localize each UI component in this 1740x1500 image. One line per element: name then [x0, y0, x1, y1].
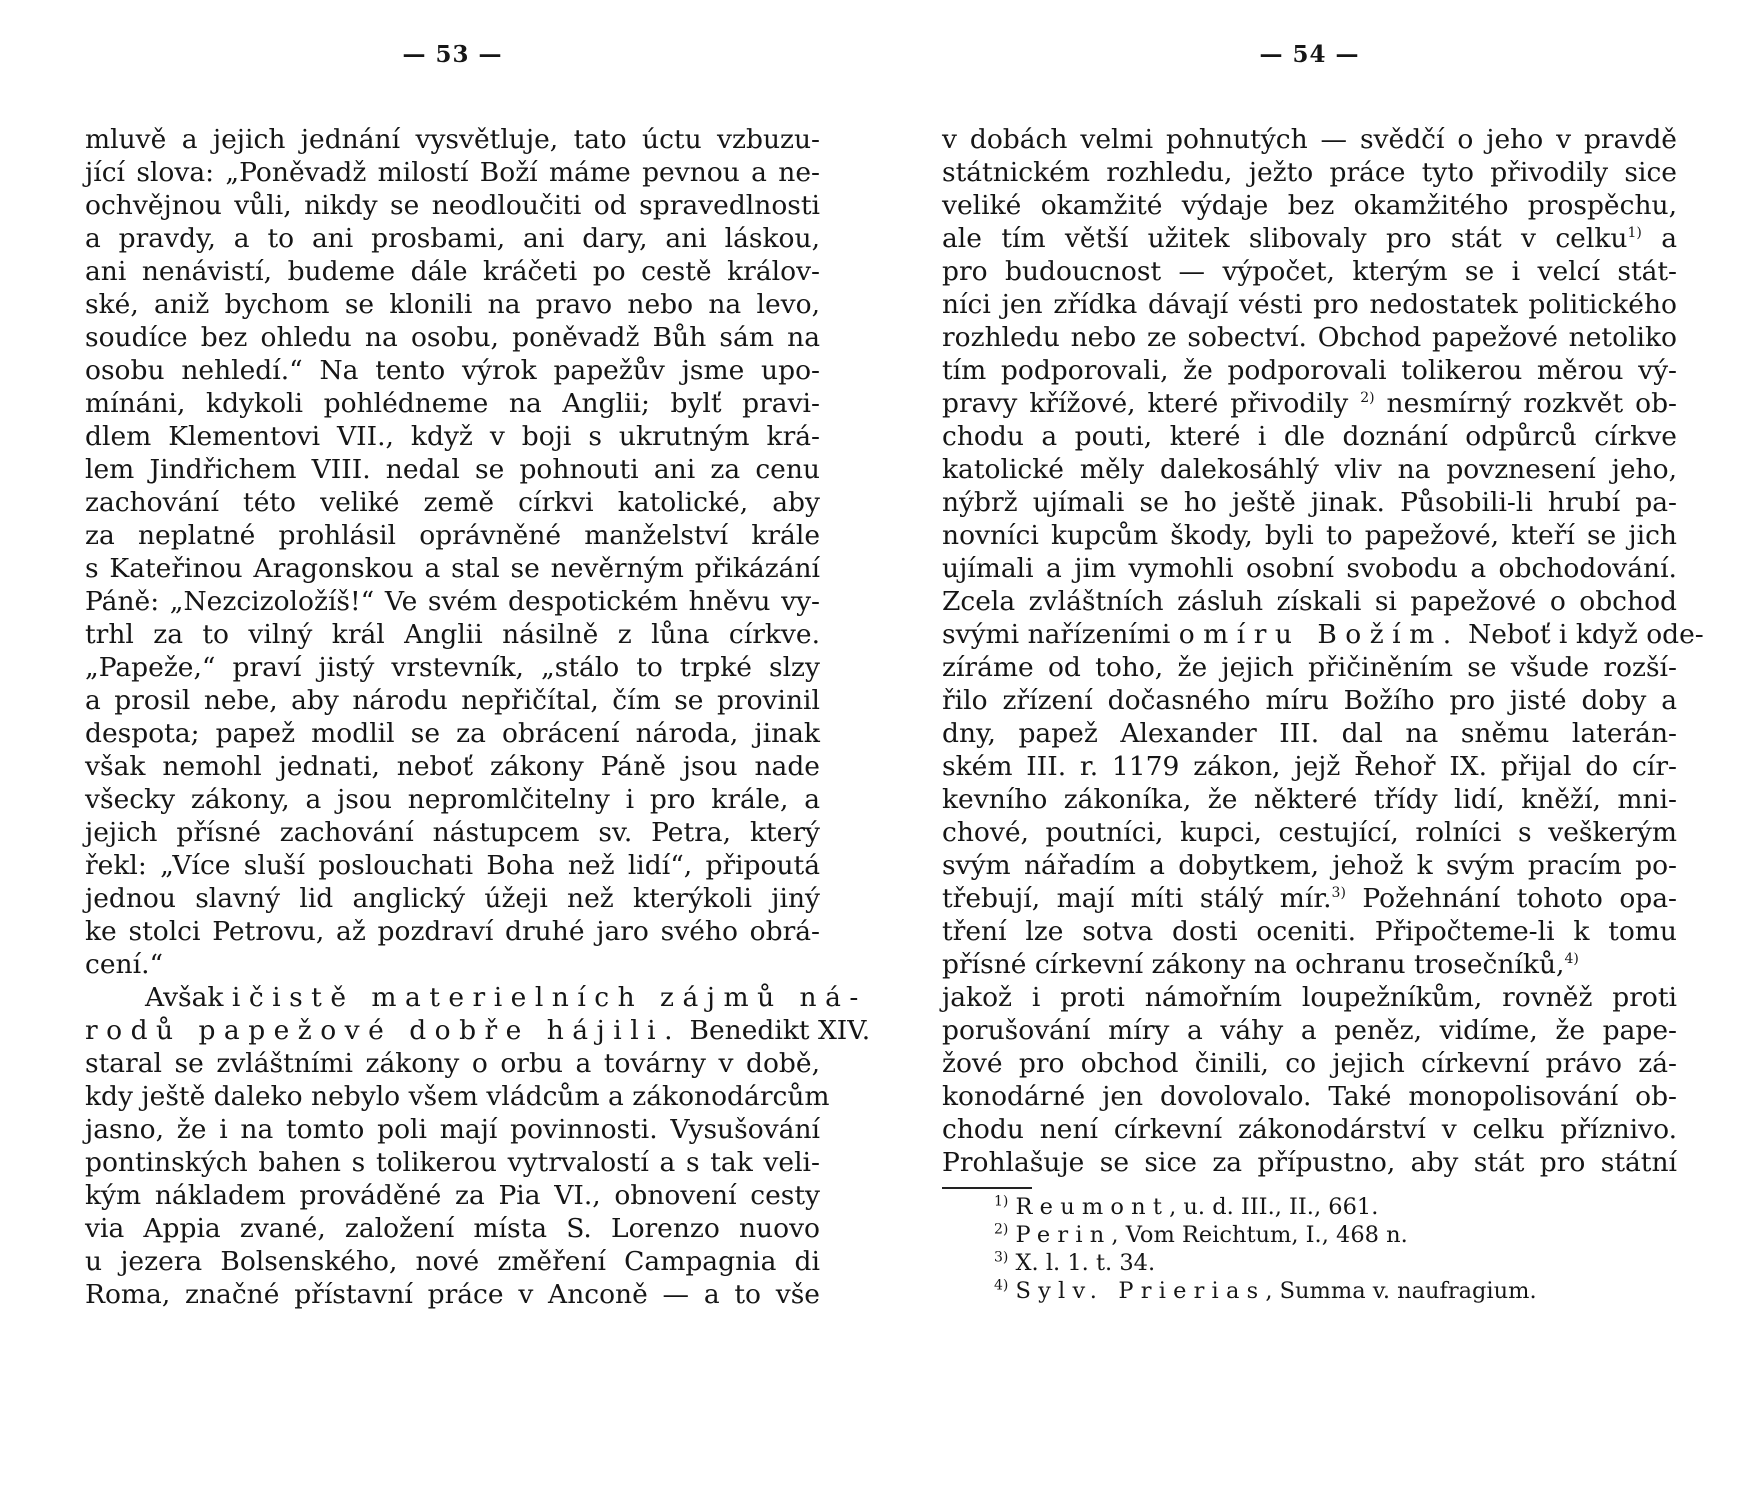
footnote-separator: [942, 1187, 1032, 1189]
text-line: řekl: „Více sluší poslouchati Boha než lidí“, připoutá: [85, 850, 820, 881]
text-line: v dobách velmi pohnutých — svědčí o jeho v pravdě: [942, 124, 1677, 155]
text-line: mluvě a jejich jednání vysvětluje, tato úctu vzbuzu-: [85, 124, 820, 155]
text-line: rozhledu nebo ze sobectví. Obchod papežové netoliko: [942, 322, 1677, 353]
text-line: jednou slavný lid anglický úžeji než kterýkoli jiný: [85, 883, 820, 914]
text-line: soudíce bez ohledu na osobu, poněvadž Bůh sám na: [85, 322, 820, 353]
footnote-ref: 2): [1360, 390, 1375, 407]
text-line: kým nákladem prováděné za Pia VI., obnovení cesty: [85, 1180, 820, 1211]
text-line: chodu a pouti, které i dle doznání odpůrců církve: [942, 421, 1677, 452]
text-line: všecky zákony, a jsou nepromlčitelny i pro krále, a: [85, 784, 820, 815]
footnote-author: Perin: [1015, 1222, 1112, 1248]
footnote: [942, 1221, 1677, 1249]
text-line: státnickém rozhledu, ježto práce tyto přivodily sice: [942, 157, 1677, 188]
footnote: [942, 1193, 1677, 1221]
text-line: kevního zákoníka, že některé třídy lidí, kněží, mni-: [942, 784, 1677, 815]
text-line: jejich přísné zachování nástupcem sv. Petra, který: [85, 817, 820, 848]
footnote-author: Sylv. Prierias: [1015, 1278, 1266, 1304]
footnote-author: Reumont: [1015, 1194, 1170, 1220]
text-line: jasno, že i na tomto poli mají povinnosti. Vysušování: [85, 1114, 820, 1145]
text-line: novníci kupcům škody, byli to papežové, kteří se jich: [942, 520, 1677, 551]
text-line: osobu nehledí.“ Na tento výrok papežův jsme upo-: [85, 355, 820, 386]
text-line: mínáni, kdykoli pohlédneme na Anglii; bylť pravi-: [85, 388, 820, 419]
text-line: ském III. r. 1179 zákon, jejž Řehoř IX. přijal do cír-: [942, 751, 1677, 782]
text-line: lem Jindřichem VIII. nedal se pohnouti ani za cenu: [85, 454, 820, 485]
text-line: kdy ještě daleko nebylo všem vládcům a zákonodárcům: [85, 1081, 830, 1112]
text-line: a pravdy, a to ani prosbami, ani dary, ani láskou,: [85, 223, 820, 254]
text-line: třebují, mají míti stálý mír.$^{3)}$ Požehnání tohoto opa-: [942, 883, 1677, 914]
footnote-mark: 1): [994, 1193, 1009, 1210]
text-line: tření lze sotva dosti oceniti. Připočteme-li k tomu: [942, 916, 1677, 947]
text-line: ujímali a jim vymohli osobní svobodu a obchodování.: [942, 553, 1677, 584]
text-line: porušování míry a váhy a peněz, vidíme, že pape-: [942, 1015, 1677, 1046]
text-line: staral se zvláštními zákony o orbu a továrny v době,: [85, 1048, 820, 1079]
text-line: níci jen zřídka dávají vésti pro nedostatek politického: [942, 289, 1677, 320]
text-line: katolické měly dalekosáhlý vliv na povznesení jeho,: [942, 454, 1677, 485]
page-text: [85, 123, 871, 1311]
text-line: chodu není církevní zákonodárství v celku příznivo.: [942, 1114, 1677, 1145]
text-line: u jezera Bolsenského, nové změření Campagnia di: [85, 1246, 820, 1277]
footnote-text: , u. d. III., II., 661.: [1169, 1194, 1379, 1220]
text-line: svými nařízeními o míru Božím. Neboť i když ode-: [942, 619, 1704, 650]
text-line: s Kateřinou Aragonskou a stal se nevěrným přikázání: [85, 553, 820, 584]
footnote-ref: 1): [1627, 225, 1642, 242]
text-line: řilo zřízení dočasného míru Božího pro jisté doby a: [942, 685, 1677, 716]
footnote-text: , Vom Reichtum, I., 468 n.: [1111, 1222, 1408, 1248]
text-line: a prosil nebe, aby národu nepřičítal, čím se provinil: [85, 685, 820, 716]
text-line: via Appia zvané, založení místa S. Lorenzo nuovo: [85, 1213, 820, 1244]
footnote: [942, 1249, 1677, 1277]
text-line: dny, papež Alexander III. dal na sněmu laterán-: [942, 718, 1677, 749]
footnote-text: , Summa v. naufragium.: [1265, 1278, 1537, 1304]
text-line: Avšak i čistě materielních zájmů ná-: [145, 982, 867, 1013]
text-line: rodů papežové dobře hájili. Benedikt XIV.: [85, 1015, 871, 1046]
text-line: ale tím větší užitek slibovaly pro stát v celku$^{1)}$ a: [942, 223, 1677, 254]
footnotes: [942, 1193, 1677, 1305]
text-line: Páně: „Nezcizoložíš!“ Ve svém despotickém hněvu vy-: [85, 586, 820, 617]
footnote-text: X. l. 1. t. 34.: [1015, 1250, 1156, 1276]
text-line: ské, aniž bychom se klonili na pravo nebo na levo,: [85, 289, 820, 320]
text-line: jakož i proti námořním loupežníkům, rovněž proti: [942, 982, 1677, 1013]
text-line: zíráme od toho, že jejich přičiněním se všude rozší-: [942, 652, 1677, 683]
text-line: ochvějnou vůli, nikdy se neodloučiti od spravedlnosti: [85, 190, 820, 221]
text-line: pro budoucnost — výpočet, kterým se i velcí stát-: [942, 256, 1677, 287]
text-line: cení.“: [85, 949, 164, 980]
text-line: pravy křížové, které přivodily $^{2)}$ nesmírný rozkvět ob-: [942, 388, 1678, 419]
page-number: — 54 —: [1259, 41, 1360, 68]
text-line: žové pro obchod činili, co jejich církevní právo zá-: [942, 1048, 1677, 1079]
text-line: zachování této veliké země církvi katolické, aby: [85, 487, 820, 518]
footnote-mark: 4): [994, 1277, 1009, 1294]
text-line: však nemohl jednati, neboť zákony Páně jsou nade: [85, 751, 820, 782]
text-line: veliké okamžité výdaje bez okamžitého prospěchu,: [942, 190, 1677, 221]
footnote: [942, 1277, 1677, 1305]
text-line: chové, poutníci, kupci, cestující, rolníci s veškerým: [942, 817, 1677, 848]
text-line: nýbrž ujímali se ho ještě jinak. Působili-li hrubí pa-: [942, 487, 1677, 518]
page-text: [942, 123, 1704, 1305]
text-line: Zcela zvláštních zásluh získali si papežové o obchod: [942, 586, 1677, 617]
text-line: za neplatné prohlásil oprávněné manželství krále: [85, 520, 820, 551]
text-line: Prohlašuje se sice za přípustno, aby stát pro státní: [942, 1147, 1677, 1178]
text-line: konodárné jen dovolovalo. Také monopolisování ob-: [942, 1081, 1677, 1112]
footnote-ref: 4): [1564, 951, 1579, 968]
text-line: despota; papež modlil se za obrácení národa, jinak: [85, 718, 820, 749]
text-line: tím podporovali, že podporovali tolikerou měrou vý-: [942, 355, 1677, 386]
text-line: ke stolci Petrovu, až pozdraví druhé jaro svého obrá-: [85, 916, 820, 947]
text-line: trhl za to vilný král Anglii násilně z lůna církve.: [85, 619, 820, 650]
footnote-mark: 2): [994, 1221, 1009, 1238]
page-number: — 53 —: [402, 41, 503, 68]
text-line: ani nenávistí, budeme dále kráčeti po cestě králov-: [85, 256, 820, 287]
footnote-ref: 3): [1331, 885, 1346, 902]
text-line: „Papeže,“ praví jistý vrstevník, „stálo to trpké slzy: [85, 652, 820, 683]
text-line: svým nářadím a dobytkem, jehož k svým pracím po-: [942, 850, 1677, 881]
text-line: přísné církevní zákony na ochranu trosečníků,$^{4)}$: [942, 949, 1579, 980]
text-line: dlem Klementovi VII., když v boji s ukrutným krá-: [85, 421, 820, 452]
footnote-mark: 3): [994, 1249, 1009, 1266]
text-line: jící slova: „Poněvadž milostí Boží máme pevnou a ne-: [85, 157, 820, 188]
text-line: pontinských bahen s tolikerou vytrvalostí a s tak veli-: [85, 1147, 820, 1178]
text-line: Roma, značné přístavní práce v Anconě — a to vše: [85, 1279, 820, 1310]
